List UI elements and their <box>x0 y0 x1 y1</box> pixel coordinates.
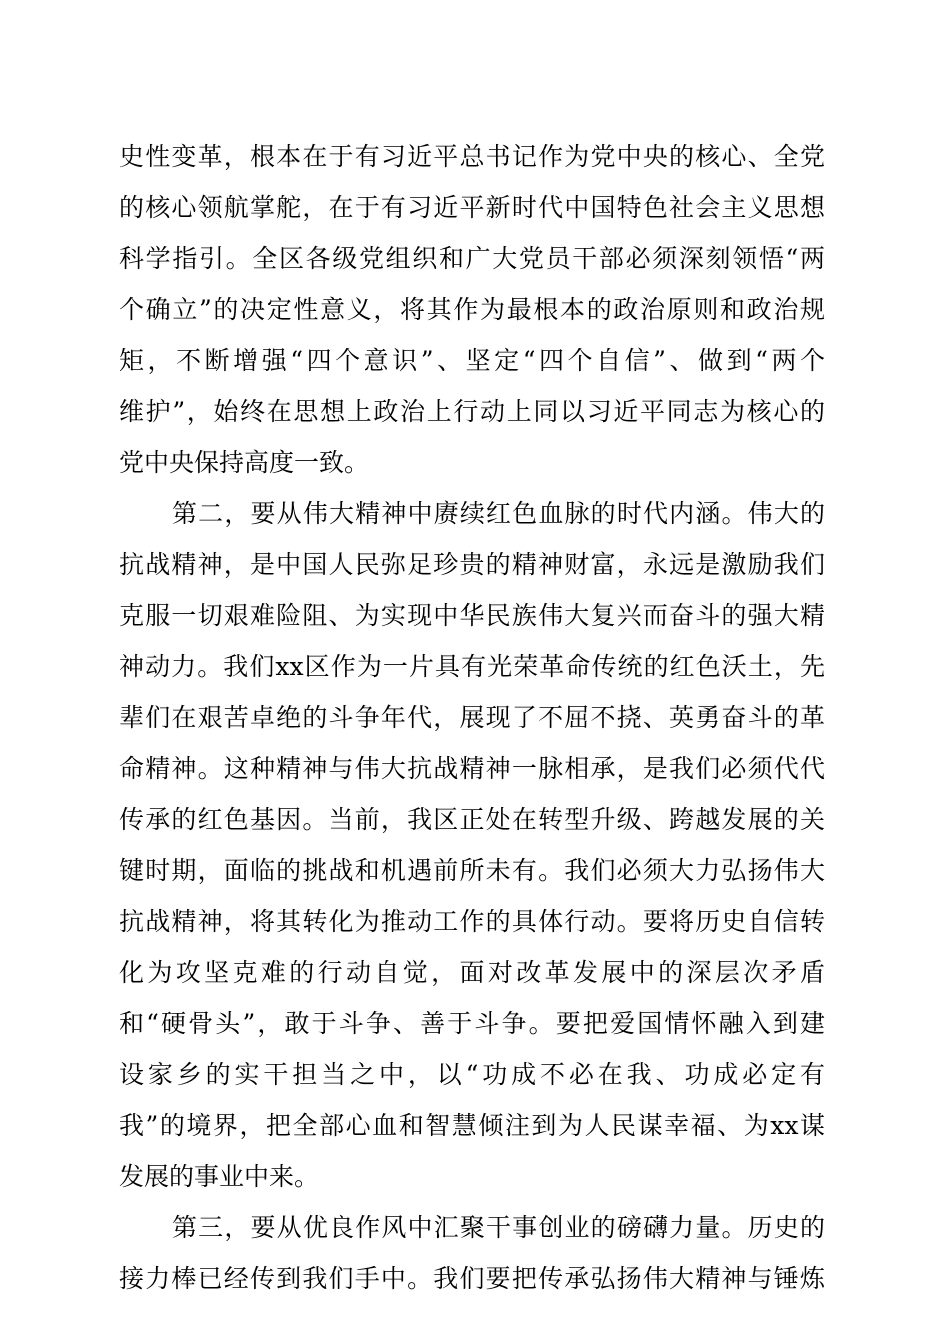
text-line: 和“硬骨头”，敢于斗争、善于斗争。要把爱国情怀融入到建 <box>119 1009 825 1038</box>
paragraph-2 <box>119 488 825 1202</box>
text-line: 维护”，始终在思想上政治上行动上同以习近平同志为核心的 <box>119 397 825 426</box>
text-line: 命精神。这种精神与伟大抗战精神一脉相承，是我们必须代代 <box>119 754 825 783</box>
text-line: 神动力。我们xx区作为一片具有光荣革命传统的红色沃土，先 <box>119 652 825 681</box>
paragraph-3 <box>119 1202 825 1304</box>
text-line: 接力棒已经传到我们手中。我们要把传承弘扬伟大精神与锤炼 <box>119 1264 825 1293</box>
text-line: 抗战精神，是中国人民弥足珍贵的精神财富，永远是激励我们 <box>119 550 825 579</box>
text-line: 克服一切艰难险阻、为实现中华民族伟大复兴而奋斗的强大精 <box>119 601 825 630</box>
text-line: 传承的红色基因。当前，我区正处在转型升级、跨越发展的关 <box>119 805 825 834</box>
text-line: 史性变革，根本在于有习近平总书记作为党中央的核心、全党 <box>119 142 825 171</box>
text-line: 矩，不断增强“四个意识”、坚定“四个自信”、做到“两个 <box>119 346 825 375</box>
text-line: 的核心领航掌舵，在于有习近平新时代中国特色社会主义思想 <box>119 193 825 222</box>
text-line: 第二，要从伟大精神中赓续红色血脉的时代内涵。伟大的 <box>172 499 825 528</box>
text-line: 科学指引。全区各级党组织和广大党员干部必须深刻领悟“两 <box>119 244 825 273</box>
text-line: 我”的境界，把全部心血和智慧倾注到为人民谋幸福、为xx谋 <box>119 1111 825 1140</box>
document-body <box>119 131 825 1304</box>
text-line: 键时期，面临的挑战和机遇前所未有。我们必须大力弘扬伟大 <box>119 856 825 885</box>
paragraph-1 <box>119 131 825 488</box>
text-line: 第三，要从优良作风中汇聚干事创业的磅礴力量。历史的 <box>172 1213 825 1242</box>
text-line: 化为攻坚克难的行动自觉，面对改革发展中的深层次矛盾 <box>119 958 825 987</box>
text-line: 党中央保持高度一致。 <box>119 448 370 477</box>
text-line: 抗战精神，将其转化为推动工作的具体行动。要将历史自信转 <box>119 907 825 936</box>
text-line: 个确立”的决定性意义，将其作为最根本的政治原则和政治规 <box>119 295 825 324</box>
text-line: 设家乡的实干担当之中，以“功成不必在我、功成必定有 <box>119 1060 825 1089</box>
text-line: 发展的事业中来。 <box>119 1162 320 1191</box>
text-line: 辈们在艰苦卓绝的斗争年代，展现了不屈不挠、英勇奋斗的革 <box>119 703 825 732</box>
